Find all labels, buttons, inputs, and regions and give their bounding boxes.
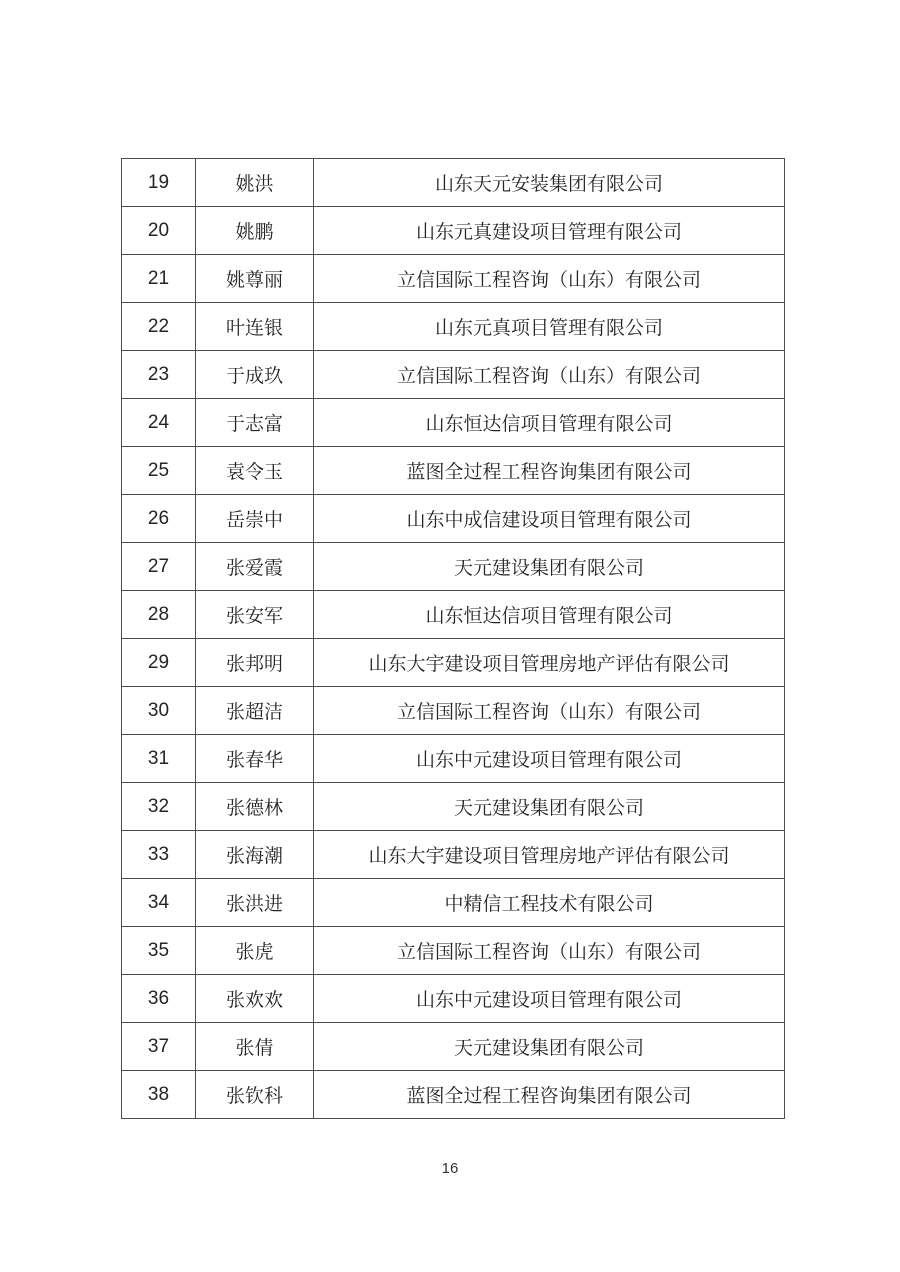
- company-name-cell: 蓝图全过程工程咨询集团有限公司: [314, 447, 785, 495]
- row-number-cell: 37: [122, 1023, 196, 1071]
- person-name-cell: 张安军: [196, 591, 314, 639]
- row-number-cell: 23: [122, 351, 196, 399]
- table-row: [122, 735, 785, 783]
- company-name-cell: 山东中元建设项目管理有限公司: [314, 735, 785, 783]
- company-name-cell: 山东天元安装集团有限公司: [314, 159, 785, 207]
- table-row: [122, 255, 785, 303]
- company-name-cell: 立信国际工程咨询（山东）有限公司: [314, 255, 785, 303]
- person-name-cell: 袁令玉: [196, 447, 314, 495]
- person-name-cell: 于志富: [196, 399, 314, 447]
- row-number-cell: 25: [122, 447, 196, 495]
- table-row: [122, 927, 785, 975]
- table-row: [122, 879, 785, 927]
- row-number-cell: 26: [122, 495, 196, 543]
- roster-table-body: [122, 159, 785, 1119]
- company-name-cell: 山东大宇建设项目管理房地产评估有限公司: [314, 831, 785, 879]
- company-name-cell: 天元建设集团有限公司: [314, 783, 785, 831]
- table-row: [122, 1071, 785, 1119]
- person-name-cell: 岳崇中: [196, 495, 314, 543]
- company-name-cell: 中精信工程技术有限公司: [314, 879, 785, 927]
- company-name-cell: 山东元真建设项目管理有限公司: [314, 207, 785, 255]
- row-number-cell: 24: [122, 399, 196, 447]
- row-number-cell: 20: [122, 207, 196, 255]
- page-number: 16: [441, 1160, 459, 1177]
- company-name-cell: 立信国际工程咨询（山东）有限公司: [314, 351, 785, 399]
- row-number-cell: 35: [122, 927, 196, 975]
- person-name-cell: 姚鹏: [196, 207, 314, 255]
- company-name-cell: 立信国际工程咨询（山东）有限公司: [314, 687, 785, 735]
- table-row: [122, 447, 785, 495]
- person-name-cell: 张邦明: [196, 639, 314, 687]
- table-row: [122, 975, 785, 1023]
- table-row: [122, 159, 785, 207]
- company-name-cell: 立信国际工程咨询（山东）有限公司: [314, 927, 785, 975]
- company-name-cell: 山东恒达信项目管理有限公司: [314, 399, 785, 447]
- row-number-cell: 29: [122, 639, 196, 687]
- company-name-cell: 山东元真项目管理有限公司: [314, 303, 785, 351]
- company-name-cell: 山东大宇建设项目管理房地产评估有限公司: [314, 639, 785, 687]
- person-name-cell: 张爱霞: [196, 543, 314, 591]
- roster-table: [121, 158, 785, 1119]
- person-name-cell: 张洪进: [196, 879, 314, 927]
- table-row: [122, 495, 785, 543]
- table-row: [122, 639, 785, 687]
- row-number-cell: 36: [122, 975, 196, 1023]
- row-number-cell: 32: [122, 783, 196, 831]
- table-row: [122, 831, 785, 879]
- row-number-cell: 27: [122, 543, 196, 591]
- person-name-cell: 叶连银: [196, 303, 314, 351]
- company-name-cell: 天元建设集团有限公司: [314, 1023, 785, 1071]
- row-number-cell: 30: [122, 687, 196, 735]
- table-row: [122, 543, 785, 591]
- person-name-cell: 张海潮: [196, 831, 314, 879]
- table-row: [122, 399, 785, 447]
- table-row: [122, 591, 785, 639]
- person-name-cell: 张钦科: [196, 1071, 314, 1119]
- table-row: [122, 687, 785, 735]
- person-name-cell: 张超洁: [196, 687, 314, 735]
- row-number-cell: 38: [122, 1071, 196, 1119]
- company-name-cell: 蓝图全过程工程咨询集团有限公司: [314, 1071, 785, 1119]
- person-name-cell: 张春华: [196, 735, 314, 783]
- row-number-cell: 31: [122, 735, 196, 783]
- table-row: [122, 303, 785, 351]
- person-name-cell: 张欢欢: [196, 975, 314, 1023]
- person-name-cell: 张德林: [196, 783, 314, 831]
- person-name-cell: 张虎: [196, 927, 314, 975]
- row-number-cell: 28: [122, 591, 196, 639]
- person-name-cell: 于成玖: [196, 351, 314, 399]
- company-name-cell: 天元建设集团有限公司: [314, 543, 785, 591]
- company-name-cell: 山东中元建设项目管理有限公司: [314, 975, 785, 1023]
- table-row: [122, 1023, 785, 1071]
- row-number-cell: 22: [122, 303, 196, 351]
- table-row: [122, 207, 785, 255]
- person-name-cell: 姚洪: [196, 159, 314, 207]
- company-name-cell: 山东中成信建设项目管理有限公司: [314, 495, 785, 543]
- row-number-cell: 34: [122, 879, 196, 927]
- table-row: [122, 783, 785, 831]
- row-number-cell: 19: [122, 159, 196, 207]
- table-row: [122, 351, 785, 399]
- row-number-cell: 21: [122, 255, 196, 303]
- row-number-cell: 33: [122, 831, 196, 879]
- person-name-cell: 姚尊丽: [196, 255, 314, 303]
- company-name-cell: 山东恒达信项目管理有限公司: [314, 591, 785, 639]
- person-name-cell: 张倩: [196, 1023, 314, 1071]
